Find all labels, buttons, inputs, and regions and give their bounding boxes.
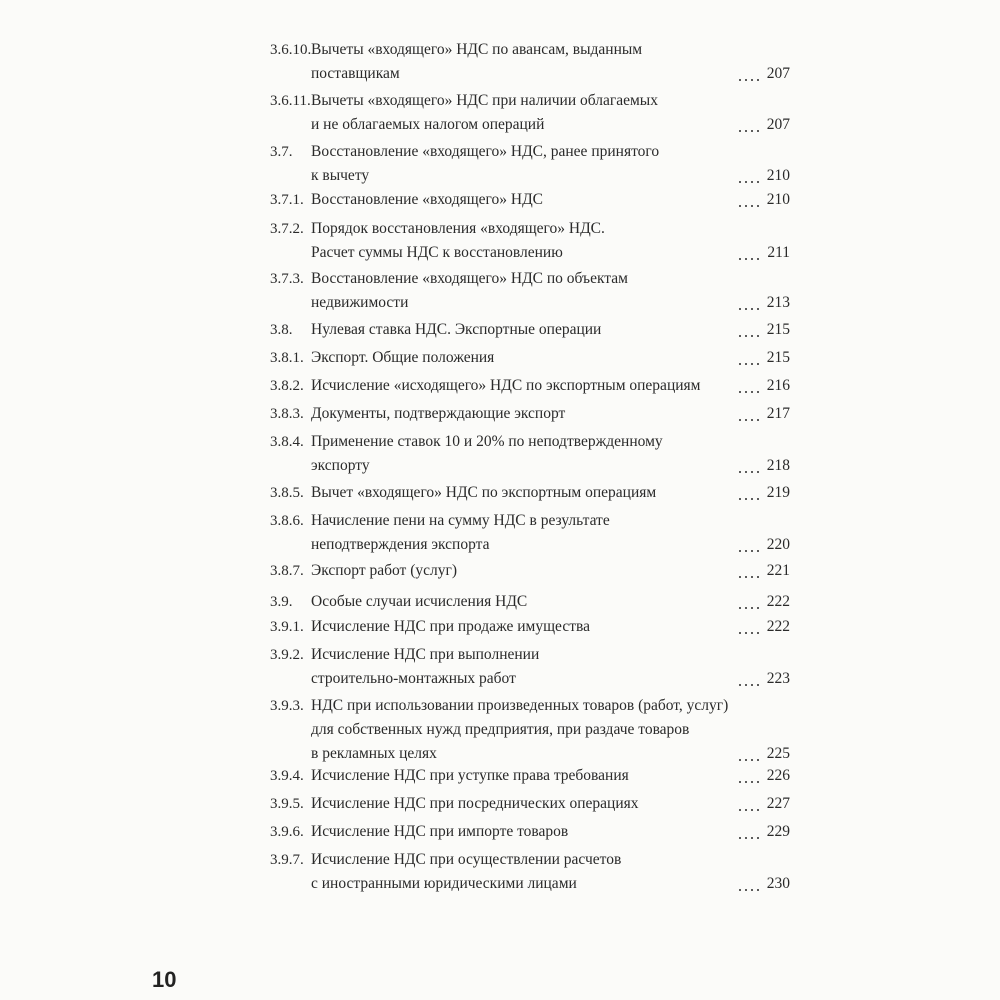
entry-title-line: Восстановление «входящего» НДС, ранее принятого bbox=[311, 143, 660, 160]
entry-number: 3.8.6. bbox=[270, 513, 304, 529]
entry-title bbox=[311, 346, 731, 370]
entry-page: 210 bbox=[766, 167, 790, 184]
entry-page: 216 bbox=[766, 377, 790, 394]
entry-title-line: Исчисление НДС при посреднических операциях bbox=[311, 795, 639, 812]
entry-title bbox=[311, 559, 731, 583]
entry-title-line: строительно-монтажных работ bbox=[311, 670, 516, 687]
entry-title-line: Документы, подтверждающие экспорт bbox=[311, 405, 566, 422]
page-number: 10 bbox=[152, 967, 177, 992]
entry-title bbox=[311, 481, 731, 505]
entry-number: 3.8.5. bbox=[270, 485, 304, 501]
dot-leader bbox=[737, 607, 761, 609]
entry-title-line: к вычету bbox=[311, 167, 370, 184]
entry-title bbox=[311, 694, 731, 766]
entry-title-line: Вычеты «входящего» НДС при наличии облагаемых bbox=[311, 92, 658, 109]
entry-title-line: Исчисление «исходящего» НДС по экспортным операциям bbox=[311, 377, 701, 394]
entry-title-line: НДС при использовании произведенных товаров (работ, услуг) bbox=[311, 697, 729, 714]
entry-page: 219 bbox=[766, 484, 790, 501]
dot-leader bbox=[737, 759, 761, 761]
entry-page: 218 bbox=[766, 457, 790, 474]
entry-page: 225 bbox=[766, 745, 790, 762]
entry-number: 3.6.10. bbox=[270, 42, 312, 58]
entry-title bbox=[311, 402, 731, 426]
dot-leader bbox=[737, 889, 761, 891]
entry-page: 229 bbox=[766, 823, 790, 840]
entry-title-line: экспорту bbox=[311, 457, 370, 474]
entry-title bbox=[311, 217, 731, 265]
entry-number: 3.9. bbox=[270, 594, 293, 610]
entry-title-line: Исчисление НДС при осуществлении расчетов bbox=[311, 851, 622, 868]
entry-page: 217 bbox=[766, 405, 790, 422]
entry-title-line: Применение ставок 10 и 20% по неподтвержденному bbox=[311, 433, 663, 450]
entry-number: 3.9.4. bbox=[270, 768, 304, 784]
entry-title-line: Исчисление НДС при выполнении bbox=[311, 646, 540, 663]
entry-page: 221 bbox=[766, 562, 790, 579]
entry-number: 3.8.7. bbox=[270, 563, 304, 579]
entry-number: 3.9.3. bbox=[270, 698, 304, 714]
entry-page: 211 bbox=[767, 244, 790, 261]
entry-number: 3.8.3. bbox=[270, 406, 304, 422]
entry-title bbox=[311, 792, 731, 816]
entry-title-line: недвижимости bbox=[311, 294, 409, 311]
entry-title-line: Особые случаи исчисления НДС bbox=[311, 593, 528, 610]
entry-page: 215 bbox=[766, 349, 790, 366]
entry-title-line: неподтверждения экспорта bbox=[311, 536, 490, 553]
dot-leader bbox=[737, 809, 761, 811]
entry-page: 226 bbox=[766, 767, 790, 784]
entry-title-line: Исчисление НДС при продаже имущества bbox=[311, 618, 590, 635]
entry-title bbox=[311, 509, 731, 557]
entry-title-line: Вычеты «входящего» НДС по авансам, выданным bbox=[311, 41, 643, 58]
entry-title bbox=[311, 590, 731, 614]
entry-title-line: в рекламных целях bbox=[311, 745, 437, 762]
dot-leader bbox=[737, 363, 761, 365]
entry-page: 220 bbox=[766, 536, 790, 553]
dot-leader bbox=[737, 308, 761, 310]
entry-title bbox=[311, 615, 731, 639]
entry-title-line: Нулевая ставка НДС. Экспортные операции bbox=[311, 321, 602, 338]
entry-page: 207 bbox=[766, 65, 790, 82]
entry-number: 3.8. bbox=[270, 322, 293, 338]
dot-leader bbox=[737, 498, 761, 500]
dot-leader bbox=[737, 684, 761, 686]
entry-title bbox=[311, 318, 731, 342]
entry-number: 3.8.4. bbox=[270, 434, 304, 450]
entry-title bbox=[311, 374, 731, 398]
entry-title bbox=[311, 140, 731, 188]
entry-page: 215 bbox=[766, 321, 790, 338]
entry-title-line: поставщикам bbox=[311, 65, 400, 82]
entry-title-line: с иностранными юридическими лицами bbox=[311, 875, 577, 892]
entry-title bbox=[311, 643, 731, 691]
entry-title bbox=[311, 38, 731, 86]
entry-title bbox=[311, 848, 731, 896]
entry-title-line: Экспорт. Общие положения bbox=[311, 349, 495, 366]
entry-page: 207 bbox=[766, 116, 790, 133]
entry-title-line: и не облагаемых налогом операций bbox=[311, 116, 545, 133]
dot-leader bbox=[737, 335, 761, 337]
entry-number: 3.6.11. bbox=[270, 93, 311, 109]
dot-leader bbox=[737, 205, 761, 207]
entry-number: 3.9.7. bbox=[270, 852, 304, 868]
entry-title bbox=[311, 89, 731, 137]
entry-title bbox=[311, 188, 731, 212]
dot-leader bbox=[737, 837, 761, 839]
dot-leader bbox=[737, 181, 761, 183]
entry-title-line: Вычет «входящего» НДС по экспортным операциям bbox=[311, 484, 657, 501]
dot-leader bbox=[737, 471, 761, 473]
entry-number: 3.7.2. bbox=[270, 221, 304, 237]
entry-number: 3.9.2. bbox=[270, 647, 304, 663]
entry-number: 3.9.5. bbox=[270, 796, 304, 812]
entry-number: 3.7. bbox=[270, 144, 293, 160]
dot-leader bbox=[737, 781, 761, 783]
entry-title-line: Экспорт работ (услуг) bbox=[311, 562, 458, 579]
entry-title-line: Исчисление НДС при уступке права требования bbox=[311, 767, 629, 784]
entry-number: 3.8.1. bbox=[270, 350, 304, 366]
dot-leader bbox=[737, 258, 761, 260]
entry-title-line: Расчет суммы НДС к восстановлению bbox=[311, 244, 563, 261]
entry-title-line: Исчисление НДС при импорте товаров bbox=[311, 823, 569, 840]
entry-page: 222 bbox=[766, 593, 790, 610]
entry-number: 3.8.2. bbox=[270, 378, 304, 394]
dot-leader bbox=[737, 550, 761, 552]
entry-page: 230 bbox=[766, 875, 790, 892]
dot-leader bbox=[737, 391, 761, 393]
entry-title-line: Восстановление «входящего» НДС bbox=[311, 191, 544, 208]
entry-page: 223 bbox=[766, 670, 790, 687]
dot-leader bbox=[737, 419, 761, 421]
entry-title bbox=[311, 764, 731, 788]
entry-number: 3.7.1. bbox=[270, 192, 304, 208]
dot-leader bbox=[737, 632, 761, 634]
dot-leader bbox=[737, 79, 761, 81]
entry-title-line: для собственных нужд предприятия, при раздаче товаров bbox=[311, 721, 690, 738]
entry-title-line: Восстановление «входящего» НДС по объектам bbox=[311, 270, 628, 287]
entry-number: 3.9.1. bbox=[270, 619, 304, 635]
entry-page: 222 bbox=[766, 618, 790, 635]
entry-number: 3.9.6. bbox=[270, 824, 304, 840]
entry-title bbox=[311, 267, 731, 315]
dot-leader bbox=[737, 576, 761, 578]
entry-page: 210 bbox=[766, 191, 790, 208]
entry-title-line: Порядок восстановления «входящего» НДС. bbox=[311, 220, 605, 237]
entry-page: 213 bbox=[766, 294, 790, 311]
entry-number: 3.7.3. bbox=[270, 271, 304, 287]
entry-title-line: Начисление пени на сумму НДС в результате bbox=[311, 512, 610, 529]
entry-title bbox=[311, 430, 731, 478]
dot-leader bbox=[737, 130, 761, 132]
entry-page: 227 bbox=[766, 795, 790, 812]
entry-title bbox=[311, 820, 731, 844]
